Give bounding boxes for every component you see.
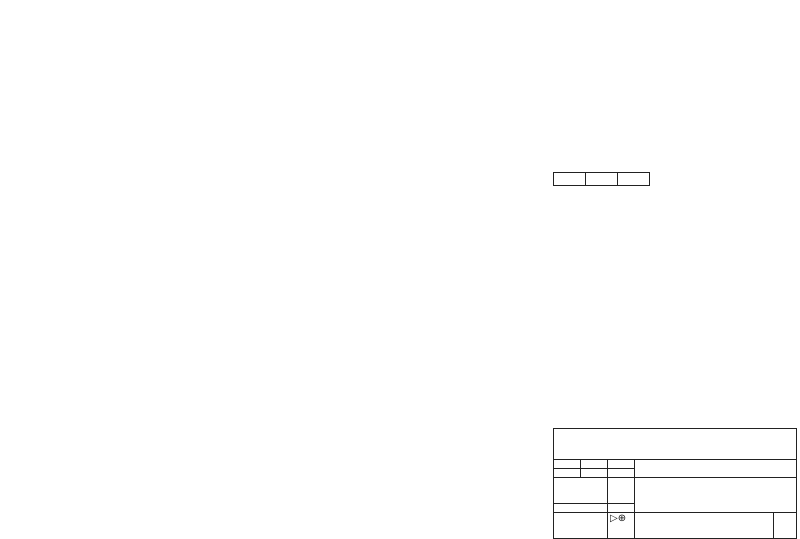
unit-label bbox=[554, 460, 581, 469]
draw-no-cell bbox=[635, 513, 774, 539]
angle-cell bbox=[608, 513, 635, 539]
column-header bbox=[554, 173, 586, 186]
projection-symbol-icon: ▷⊕ bbox=[610, 513, 627, 524]
drawn-by bbox=[554, 478, 608, 504]
column-header bbox=[618, 173, 650, 186]
column-header bbox=[586, 173, 618, 186]
title-value bbox=[635, 478, 797, 513]
scale-label bbox=[581, 460, 608, 469]
sheet-label bbox=[608, 460, 635, 469]
dimensions-table bbox=[553, 172, 650, 186]
scale-value bbox=[581, 469, 608, 478]
general-label bbox=[554, 504, 608, 513]
rev-cell bbox=[774, 513, 797, 539]
sheet-value bbox=[608, 469, 635, 478]
table-header-row bbox=[554, 173, 650, 186]
tolerance-values bbox=[554, 513, 608, 539]
title-block bbox=[553, 428, 797, 539]
title-label bbox=[635, 460, 797, 478]
approved-by bbox=[608, 478, 635, 504]
unit-value bbox=[554, 469, 581, 478]
tolerance-label bbox=[608, 504, 635, 513]
